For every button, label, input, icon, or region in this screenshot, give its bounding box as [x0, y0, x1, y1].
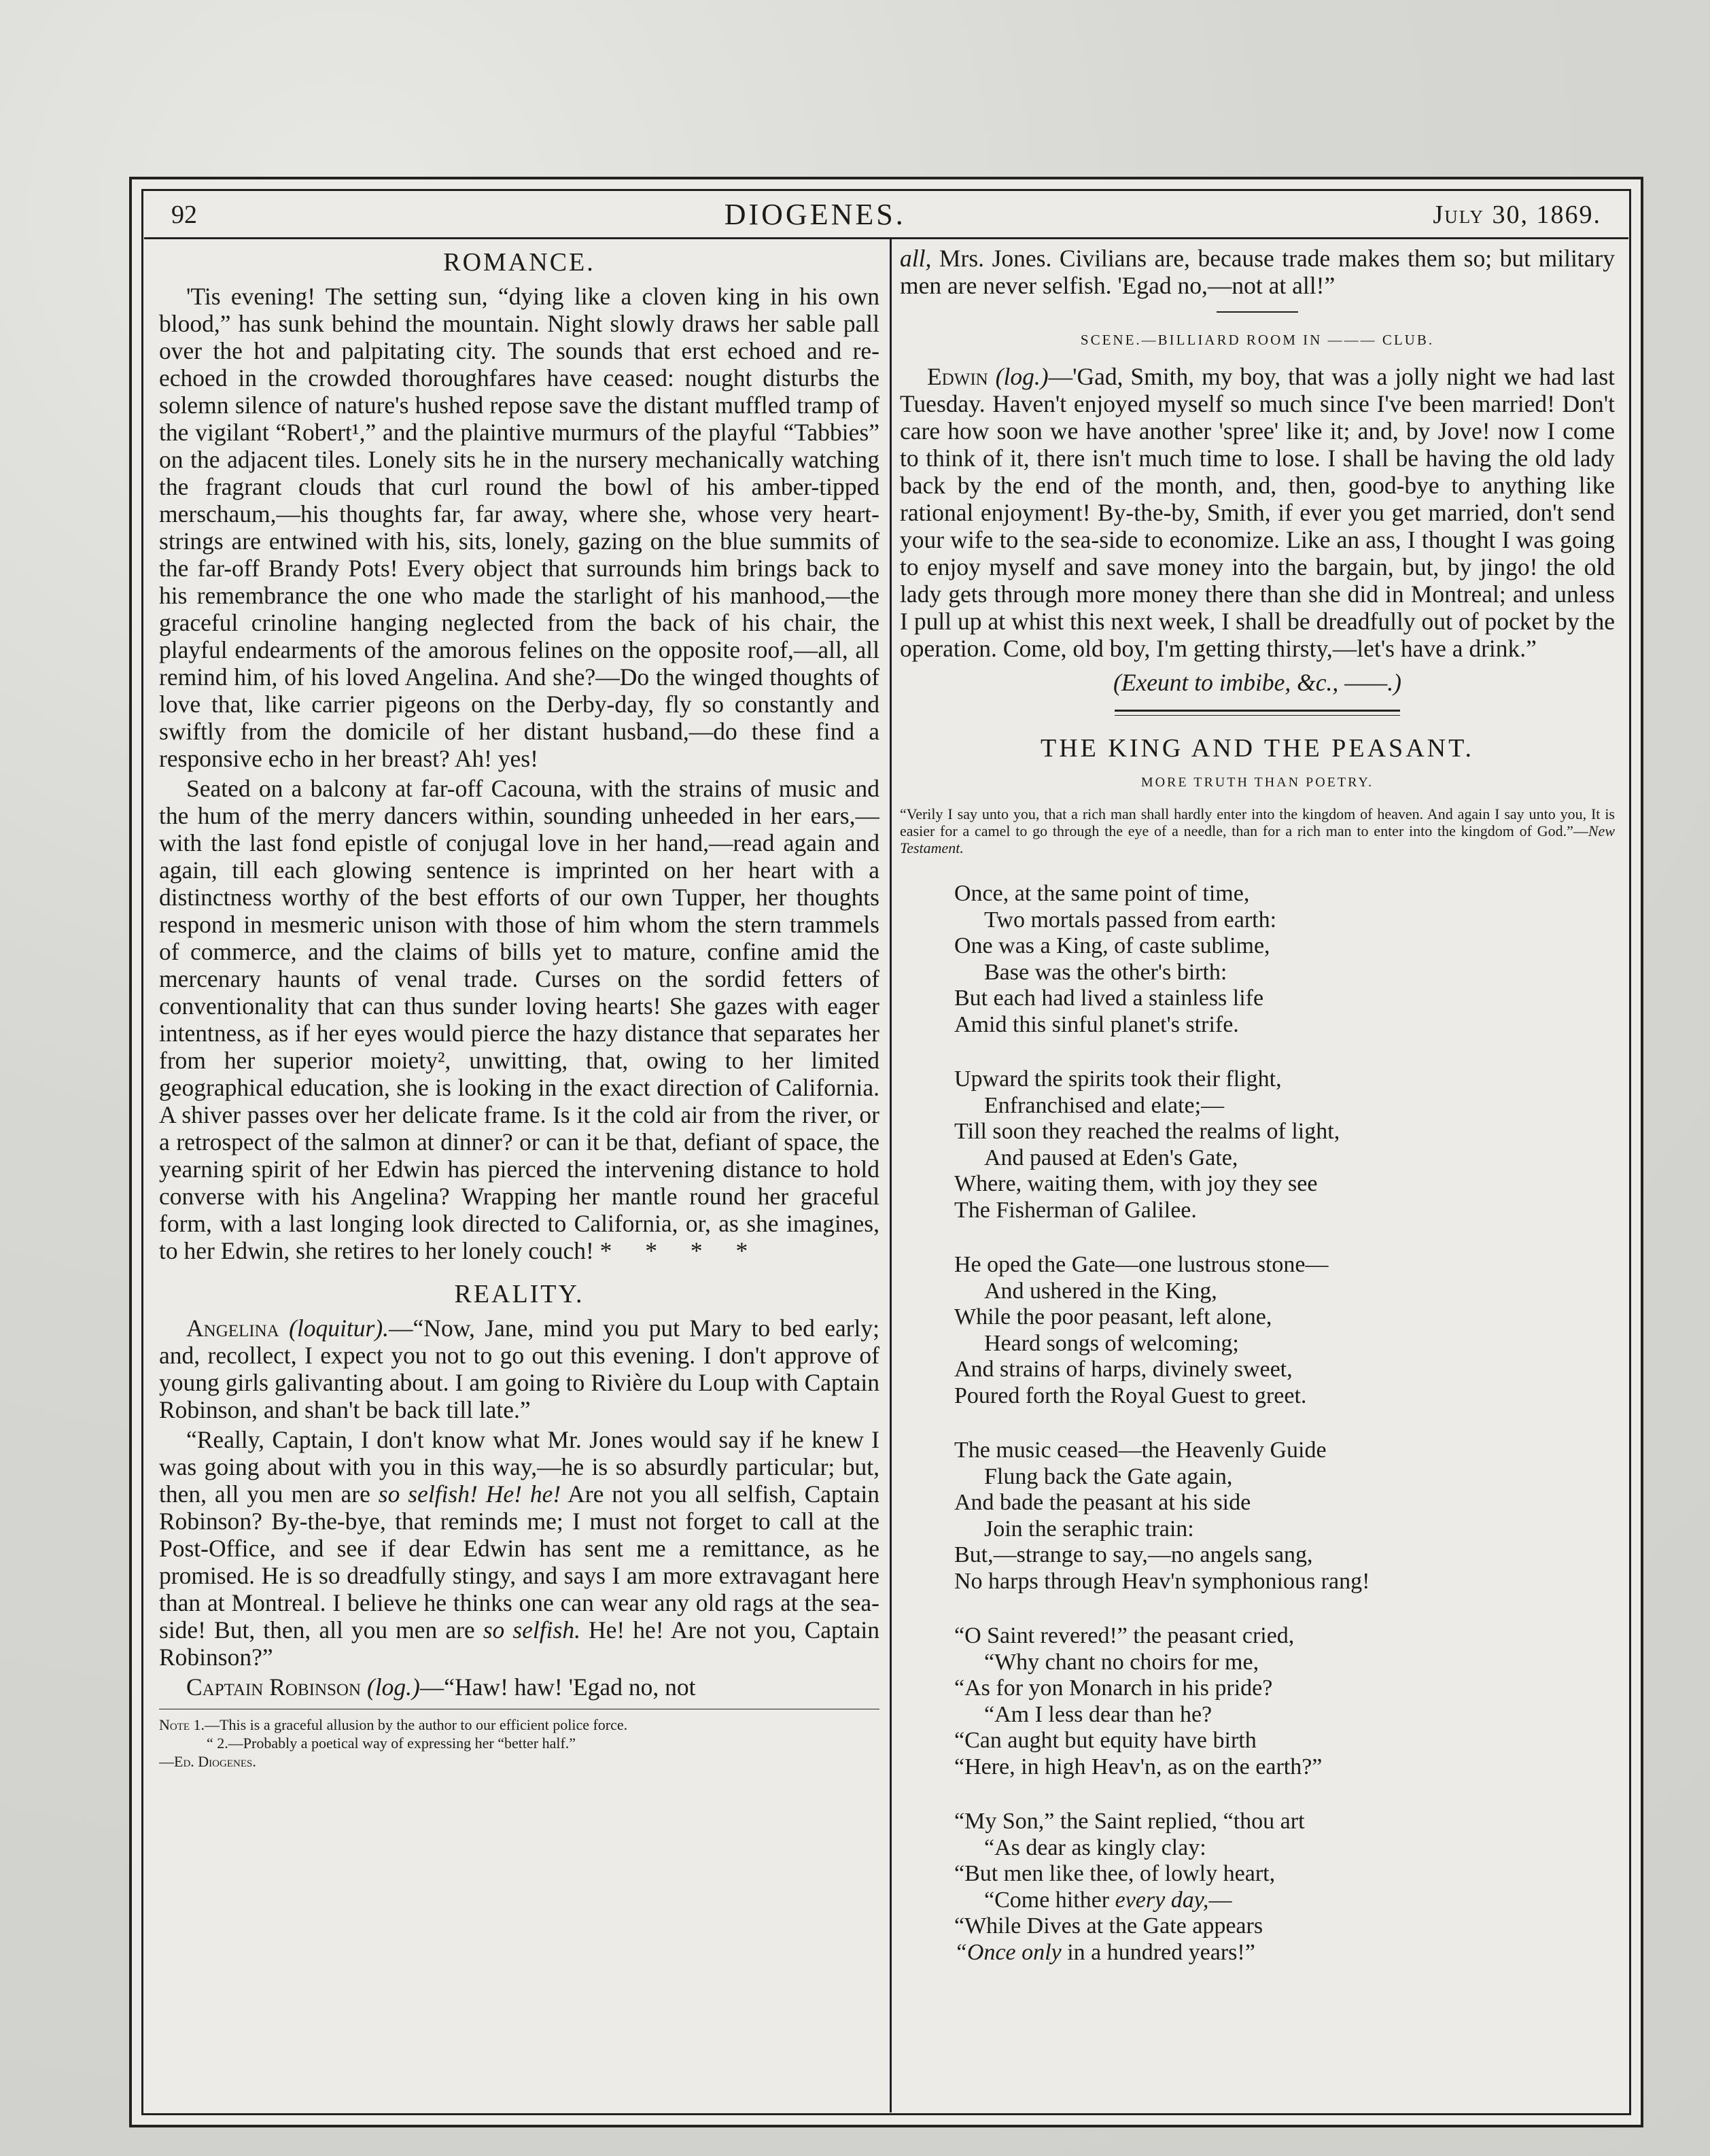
footnotes [159, 1709, 879, 1770]
speaker-angelina: Angelina [186, 1315, 279, 1342]
reality-paragraph-2-part-b: Are not you all selfish, Captain Robinson? By-the-bye, that reminds me; I must not forget to call at the Post-Office, and see if dear Edwin has sent me a remittance, as he promised. He is so dreadfully stingy, and says I am more extravagant here than at Montreal. I believe he thinks one can wear any old rags at the sea-side! But, then, all you men are [159, 1480, 879, 1644]
poem-line: And paused at Eden's Gate, [984, 1145, 1238, 1170]
reality-continuation-emphasis: all, [900, 245, 932, 272]
reality-paragraph-2-part-a: “Really, Captain, I don't know what Mr. Jones would say if he knew I was going about with you in this way,—he is so absurdly particular; but, then, all you men are [159, 1426, 879, 1508]
poem-line: Once, at the same point of time, [954, 881, 1250, 906]
footnote-1-label: Note 1. [159, 1716, 205, 1733]
stanza-6 [954, 1809, 1615, 1966]
stage-direction-captain: (log.) [366, 1673, 420, 1701]
stage-direction: (loquitur). [289, 1315, 389, 1342]
poem-line: “Why chant no choirs for me, [984, 1649, 1259, 1675]
issue-date: July 30, 1869. [1433, 200, 1601, 229]
epigraph-text: “Verily I say unto you, that a rich man shall hardly enter into the kingdom of heaven. And again I say unto you, It is easier for a camel to go through the eye of a needle, than for a rich man to enter into the kingdom of God.”— [900, 805, 1615, 839]
poem-line: Poured forth the Royal Guest to greet. [954, 1383, 1307, 1408]
stanza-3 [954, 1252, 1615, 1409]
poem-line: “While Dives at the Gate appears [954, 1913, 1263, 1938]
romance-title: ROMANCE. [443, 248, 595, 277]
stanza-4 [954, 1438, 1615, 1595]
reality-paragraph-1 [159, 1315, 879, 1423]
epigraph-credit: New Testament. [900, 822, 1615, 856]
poem-line: Enfranchised and elate;— [984, 1092, 1225, 1118]
reality-paragraph-3 [159, 1673, 879, 1701]
reality-title: REALITY. [454, 1280, 584, 1308]
poem [954, 881, 1615, 1966]
poem-line: And ushered in the King, [984, 1278, 1217, 1304]
poem-line: Base was the other's birth: [984, 959, 1227, 985]
poem-line: But,—strange to say,—no angels sang, [954, 1542, 1313, 1567]
page-number: 92 [171, 200, 197, 229]
poem-line: He oped the Gate—one lustrous stone— [954, 1252, 1329, 1277]
stanza-5 [954, 1623, 1615, 1780]
footnote-2: “ 2.—Probably a poetical way of expressing her “better half.” [207, 1735, 576, 1752]
exit-direction: (Exeunt to imbibe, &c., ——.) [1113, 669, 1401, 696]
poem-line-part: “Come hither [984, 1887, 1115, 1913]
reality-paragraph-2 [159, 1426, 879, 1671]
poem-line: Upward the spirits took their flight, [954, 1066, 1282, 1092]
poem-line: “Here, in high Heav'n, as on the earth?” [954, 1754, 1323, 1779]
poem-line: “But men like thee, of lowly heart, [954, 1861, 1276, 1886]
poem-line: While the poor peasant, left alone, [954, 1304, 1272, 1329]
scene-paragraph [900, 363, 1615, 662]
poem-line: “Can aught but equity have birth [954, 1728, 1257, 1753]
poem-line: Where, waiting them, with joy they see [954, 1171, 1318, 1196]
reality-emphasis-2: so selfish. [483, 1616, 580, 1644]
left-column [159, 245, 879, 2112]
footnote-1 [159, 1716, 879, 1733]
poem-line: Heard songs of welcoming; [984, 1330, 1239, 1356]
reality-emphasis-1: so selfish! He! he! [378, 1480, 561, 1508]
poem-line [954, 1940, 1615, 1966]
footnote-1-text: —This is a graceful allusion by the author to our efficient police force. [205, 1716, 628, 1733]
speaker-edwin: Edwin [927, 363, 988, 390]
poem-line-emphasis: “Once only [954, 1939, 1062, 1965]
reality-continuation-text: Mrs. Jones. Civilians are, because trade makes them so; but military men are never selfish. 'Egad no,—not at all!” [900, 245, 1615, 299]
right-column [900, 245, 1615, 2112]
poem-line: No harps through Heav'n symphonious rang! [954, 1568, 1370, 1594]
poem-line: But each had lived a stainless life [954, 986, 1264, 1011]
poem-title: THE KING AND THE PEASANT. [1041, 734, 1474, 763]
reality-paragraph-1-text: —“Now, Jane, mind you put Mary to bed early; and, recollect, I expect you not to go out this evening. I don't approve of young girls galivanting about. I am going to Rivière du Loup with Captain Robinson, and shan't be back till late.” [159, 1315, 879, 1423]
poem-line: Two mortals passed from earth: [984, 907, 1277, 933]
poem-line: And strains of harps, divinely sweet, [954, 1357, 1293, 1382]
epigraph [900, 805, 1615, 856]
poem-line [954, 1888, 1615, 1914]
double-rule [1115, 710, 1400, 716]
speaker-captain: Captain Robinson [186, 1673, 362, 1701]
reality-paragraph-2-part-c: He! he! Are not you, Captain Robinson?” [159, 1616, 879, 1671]
poem-line: Join the seraphic train: [984, 1516, 1194, 1542]
poem-line-emphasis: every day, [1115, 1887, 1209, 1913]
poem-line: The music ceased—the Heavenly Guide [954, 1438, 1327, 1463]
romance-paragraph-1: 'Tis evening! The setting sun, “dying like a cloven king in his own blood,” has sunk behind the mountain. Night slowly draws her sable pall over the hot and palpitating city. The sounds that erst echoed and re-echoed in the crowded thoroughfares have ceased: nought disturbs the solemn silence of nature's hushed repose save the distant muffled tramp of the vigilant “Robert¹,” and the plaintive murmurs of the playful “Tabbies” on the adjacent tiles. Lonely sits he in the nursery mechanically watching the fragrant clouds that curl round the bowl of his amber-tipped merschaum,—his thoughts far, far away, where she, whose very heart-strings are entwined with his, sits, lonely, gazing on the blue summits of the far-off Brandy Pots! Every object that surrounds him brings back to his remembrance the one who made the starlight of his manhood,—the graceful crinoline hanging neglected from the back of his chair, the playful endearments of the amorous felines on the opposite roof,—all, all remind him, of his loved Angelina. And she?—Do the winged thoughts of love that, like carrier pigeons on the Derby-day, fly so constantly and swiftly from the domicile of her distant husband,—do these find a responsive echo in her breast? Ah! yes! [159, 283, 879, 772]
poem-line: One was a King, of caste sublime, [954, 933, 1270, 958]
stage-direction-edwin: (log.) [995, 363, 1049, 390]
poem-line: “Am I less dear than he? [984, 1701, 1212, 1727]
stanza-1 [954, 881, 1615, 1038]
reality-paragraph-3-text: —“Haw! haw! 'Egad no, not [419, 1673, 696, 1701]
page-frame [129, 177, 1643, 2127]
masthead: DIOGENES. [724, 198, 906, 231]
poem-line: Flung back the Gate again, [984, 1463, 1233, 1489]
poem-line: “O Saint revered!” the peasant cried, [954, 1623, 1295, 1648]
poem-line: And bade the peasant at his side [954, 1490, 1251, 1515]
poem-subtitle: MORE TRUTH THAN POETRY. [1140, 775, 1374, 790]
column-divider [890, 239, 892, 2112]
editor-signature: —Ed. Diogenes. [159, 1753, 256, 1770]
poem-line: Amid this sinful planet's strife. [954, 1011, 1239, 1037]
poem-line-part: — [1208, 1887, 1232, 1913]
poem-line: The Fisherman of Galilee. [954, 1197, 1197, 1223]
poem-line: “As dear as kingly clay: [984, 1835, 1206, 1860]
scene-heading: SCENE.—BILLIARD ROOM IN ——— CLUB. [1080, 332, 1435, 348]
poem-line-part: in a hundred years!” [1061, 1939, 1255, 1965]
reality-continuation [900, 245, 1615, 299]
scene-text: —'Gad, Smith, my boy, that was a jolly night we had last Tuesday. Haven't enjoyed myself so much since I've been married! Don't care how soon we have another 'spree' like it; and, by Jove! now I come to think of it, there isn't much time to lose. I shall be having the old lady back by the end of the month, and, then, good-bye to anything like rational enjoyment! By-the-by, Smith, if ever you get married, don't send your wife to the sea-side to economize. Like an ass, I thought I was going to enjoy myself and save money into the bargain, but, by jingo! the old lady gets through more money there than she did in Montreal; and unless I pull up at whist this next week, I shall be dreadfully out of pocket by the operation. Come, old boy, I'm getting thirsty,—let's have a drink.” [900, 363, 1615, 662]
stanza-2 [954, 1066, 1615, 1223]
poem-line: “My Son,” the Saint replied, “thou art [954, 1809, 1305, 1834]
romance-paragraph-2-text: Seated on a balcony at far-off Cacouna, with the strains of music and the hum of the merry dancers within, sounding unheeded in her ears,—with the last fond epistle of conjugal love in her hand,—read again and again, till each glowing sentence is imprinted on her heart with a distinctness worthy of the best efforts of our own Tupper, her thoughts respond in mesmeric unison with those of him whom the stern trammels of commerce, and the claims of bills yet to mature, confine amid the mercenary haunts of venal trade. Curses on the sordid fetters of conventionality that can thus sunder loving hearts! She gazes with eager intentness, as if her eyes would pierce the hazy distance that separates her from her superior moiety², unwitting, that, owing to her limited geographical education, she is looking in the exact direction of California. A shiver passes over her delicate frame. Is it the cold air from the river, or a retrospect of the salmon at dinner? or can it be that, defiant of space, the yearning spirit of her Edwin has pierced the intervening distance to hold converse with his Angelina? Wrapping her mantle round her graceful form, with a last longing look directed to California, or, as she imagines, to her Edwin, she retires to her lonely couch! [159, 775, 879, 1264]
poem-line: Till soon they reached the realms of light, [954, 1119, 1340, 1144]
asterisk-break: * * * * [599, 1237, 762, 1264]
section-rule [1217, 311, 1298, 313]
poem-line: “As for yon Monarch in his pride? [954, 1675, 1273, 1701]
romance-paragraph-2 [159, 775, 879, 1264]
page-header [144, 192, 1628, 239]
